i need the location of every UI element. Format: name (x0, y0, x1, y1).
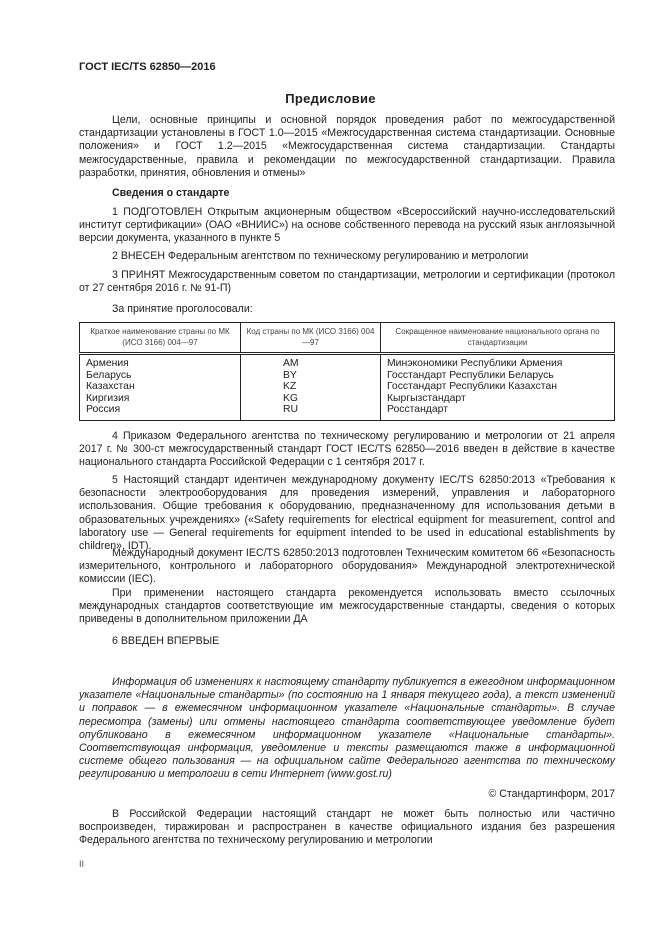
country-code: AM (283, 358, 299, 369)
item-5-paragraph-3: При применении настоящего стандарта рекомендуется использовать вместо ссылочных международных стандартов соответствующие им межгосударственные стандарты, сведения о которых приведены в дополнительном приложении ДА (79, 587, 615, 626)
item-6: 6 ВВЕДЕН ВПЕРВЫЕ (112, 635, 220, 647)
copyright: © Стандартинформ, 2017 (488, 788, 615, 800)
standards-body: Госстандарт Республики Беларусь (387, 369, 554, 381)
country-code: BY (283, 369, 297, 381)
item-4: 4 Приказом Федерального агентства по техническому регулированию и метрологии от 21 апреля 2017 г. № 300-ст межгосударственный стандарт ГОСТ IEC/TS 62850—2016 введен в действие в качестве национального стандарта Российской Федерации с 1 сентября 2017 г. (79, 430, 615, 469)
country-name: Армения (86, 358, 129, 369)
standards-body: Госстандарт Республики Казахстан (387, 381, 557, 393)
amendments-notice: Информация об изменениях к настоящему стандарту публикуется в ежегодном информационном указателе «Национальные стандарты» (по состоянию на 1 января текущего года), а текст изменений и поправок — в ежемесячном информационном указателе «Национальные стандарты». В случае пересмотра (замены) или отмены настоящего стандарта соответствующее уведомление будет опубликовано в ежемесячном информационном указателе «Национальные стандарты». Соответствующая информация, уведомление и тексты размещаются также в информационной системе общего пользования — на официальном сайте Федерального агентства по техническому регулированию и метрологии в сети Интернет (www.gost.ru) (79, 676, 615, 781)
standards-body: Росстандарт (387, 404, 448, 416)
page-number: II (79, 859, 85, 869)
page-title: Предисловие (285, 91, 376, 106)
body-cell (381, 354, 615, 421)
column-header-body: Сокращенное наименование национального органа по стандартизации (381, 323, 615, 354)
table-header-row (80, 323, 615, 354)
country-name: Киргизия (86, 392, 130, 404)
intro-paragraph: Цели, основные принципы и основной порядок проведения работ по межгосударственной стандартизации установлены в ГОСТ 1.0—2015 «Межгосударственная система стандартизации. Основные положения» и ГОСТ 1.2—2015 «Межгосударственная система стандартизации. Стандарты межгосударственные, правила и рекомендации по межгосударственной стандартизации. Правила разработки, принятия, обновления и отмены» (79, 114, 615, 179)
item-1: 1 ПОДГОТОВЛЕН Открытым акционерным обществом «Всероссийский научно-исследовательский институт сертификации» (ОАО «ВНИИС») на основе собственного перевода на русский язык англоязычной версии документа, указанного в пункте 5 (79, 206, 615, 245)
column-header-code: Код страны по МК (ИСО 3166) 004—97 (241, 323, 381, 354)
country-code: KG (283, 392, 299, 404)
country-code: RU (283, 404, 299, 416)
info-heading: Сведения о стандарте (112, 187, 230, 199)
item-5: 5 Настоящий стандарт идентичен международному документу IEC/TS 62850:2013 «Требования к безопасности электрооборудования для проведения измерений, управления и лабораторного использования. Общие требования к оборудованию, предназначенному для использования детьми в образовательных учреждениях» («Safety requirements for electrical equipment for measurement, control and laboratory use — General requirements for equipment intended to be used in educational establishments by children», IDT). (79, 474, 615, 553)
code-cell (241, 354, 381, 421)
voted-label: За принятие проголосовали: (112, 303, 253, 315)
country-name: Беларусь (86, 369, 132, 381)
reproduction-restriction: В Российской Федерации настоящий стандарт не может быть полностью или частично воспроизведен, тиражирован и распространен в качестве официального издания без разрешения Федерального агентства по техническому регулированию и метрологии (79, 808, 615, 847)
country-code: KZ (283, 381, 297, 393)
item-5-paragraph-2: Международный документ IEC/TS 62850:2013 подготовлен Техническим комитетом 66 «Безопасность измерительного, контрольного и лабораторного оборудования» Международной электротехнической комиссии (IEC). (79, 547, 615, 586)
column-header-country: Краткое наименование страны по МК (ИСО 3166) 004—97 (80, 323, 241, 354)
country-cell (80, 354, 241, 421)
table-body-row (80, 354, 615, 421)
document-code: ГОСТ IEC/TS 62850—2016 (79, 61, 216, 73)
voting-table (79, 322, 615, 421)
item-3: 3 ПРИНЯТ Межгосударственным советом по стандартизации, метрологии и сертификации (протокол от 27 сентября 2016 г. № 91-П) (79, 269, 615, 295)
country-name: Россия (86, 404, 121, 416)
standards-body: Минэкономики Республики Армения (387, 358, 563, 369)
item-2: 2 ВНЕСЕН Федеральным агентством по техническому регулированию и метрологии (112, 250, 529, 262)
country-name: Казахстан (86, 381, 135, 393)
standards-body: Кыргызстандарт (387, 392, 466, 404)
